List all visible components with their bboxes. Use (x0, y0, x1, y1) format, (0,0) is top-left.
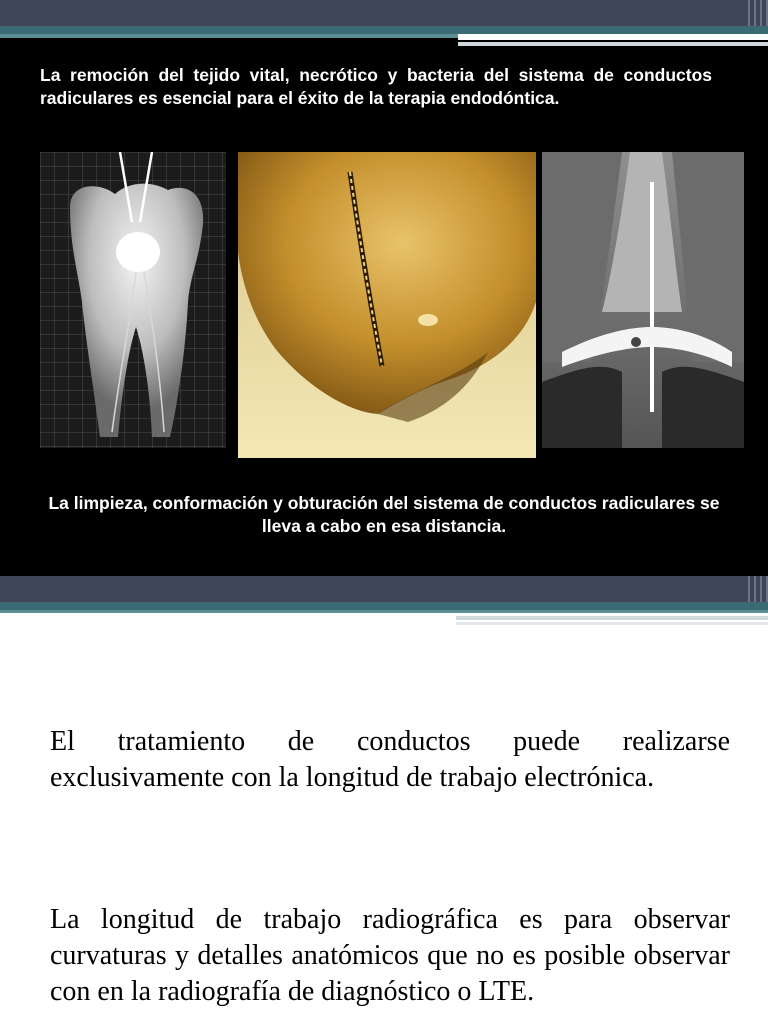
header-accent-lines (458, 0, 768, 48)
intro-text: La remoción del tejido vital, necrótico y bacteria del sistema de conductos radiculares es esencial para el éxito de la terapia endodóntica. (40, 65, 712, 108)
paragraph-electronic-length: El tratamiento de conductos puede realizarse exclusivamente con la longitud de trabajo electrónica. (50, 726, 730, 793)
caption-text: La limpieza, conformación y obturación del sistema de conductos radiculares se lleva a cabo en esa distancia. (48, 493, 720, 536)
tooth-radiograph-image (40, 152, 226, 448)
paragraph-radiographic-length: La longitud de trabajo radiográfica es para observar curvaturas y detalles anatómicos que no es posible observar con en la radiografía de diagnóstico o LTE. (50, 904, 730, 1007)
header-band-dark (0, 576, 768, 602)
endodontic-file-in-root-photo (238, 152, 536, 458)
slide-2 (0, 576, 768, 1024)
periapical-radiograph-image (542, 152, 744, 448)
header-band-line (0, 610, 768, 613)
header-accent-lines (456, 614, 768, 628)
header-stripes (744, 576, 768, 602)
header-band-teal (0, 602, 768, 610)
